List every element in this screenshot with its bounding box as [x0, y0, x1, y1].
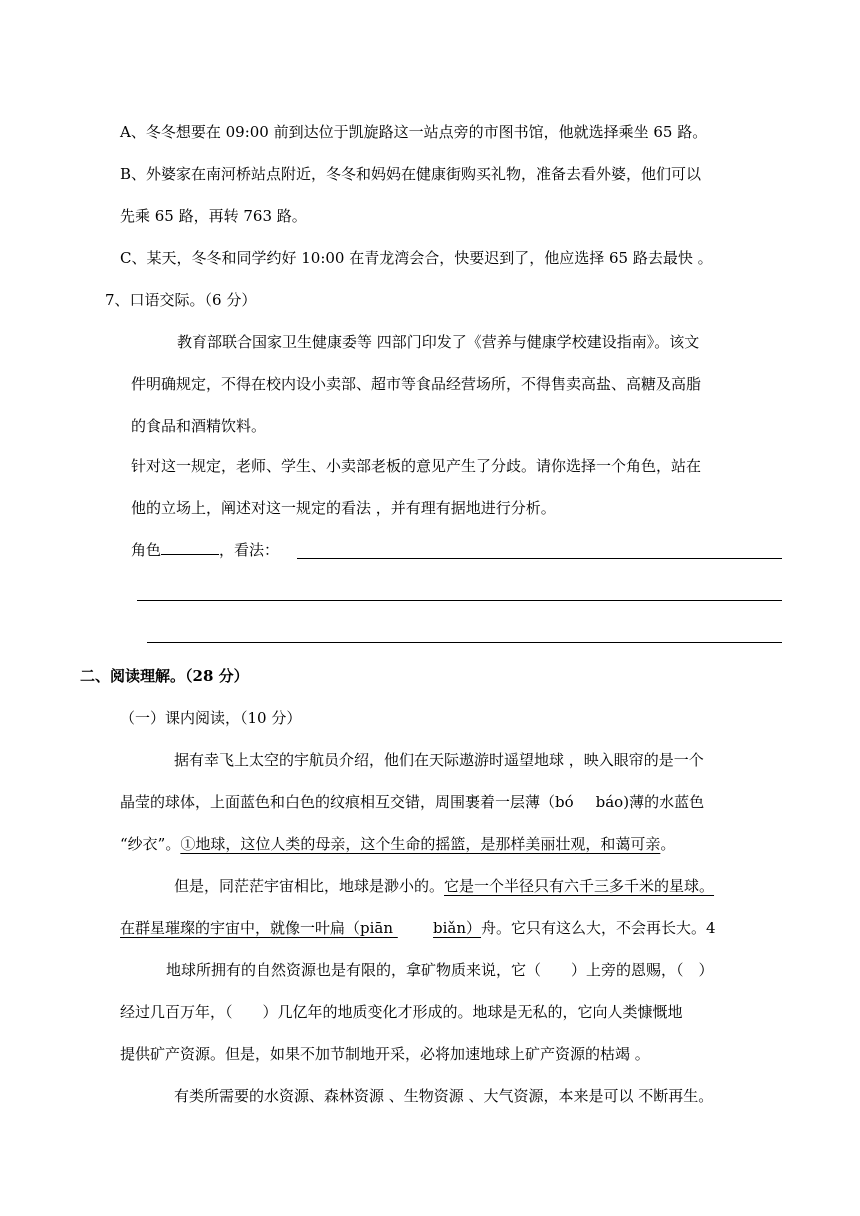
passage-line-4 — [174, 876, 714, 896]
q7-paragraph-line1: 教育部联合国家卫生健康委等 四部门印发了《营养与健康学校建设指南》。该文 — [177, 333, 700, 351]
q7-paragraph-line3: 的食品和酒精饮料。 — [131, 417, 267, 435]
passage-line-9: 有类所需要的水资源、森林资源 、生物资源 、大气资源，本来是可以 不断再生。 — [174, 1087, 714, 1105]
passage-line-6: 地球所拥有的自然资源也是有限的，拿矿物质来说，它（ ）上旁的恩赐，（ ） — [166, 961, 714, 979]
role-blank[interactable] — [161, 554, 219, 555]
q7-paragraph-line2: 件明确规定，不得在校内设小卖部、超市等食品经营场所，不得售卖高盐、高糖及高脂 — [131, 375, 702, 393]
underlined-sentence-2a: 它是一个半径只有六千三多千米的星球。 — [444, 877, 715, 895]
passage-line-7: 经过几百万年，（ ）几亿年的地质变化才形成的。地球是无私的，它向人类慷慨地 — [120, 1003, 683, 1021]
passage-line-3 — [120, 834, 675, 854]
passage-line-8: 提供矿产资源。但是，如果不加节制地开采，必将加速地球上矿产资源的枯竭 。 — [120, 1045, 650, 1063]
section-2-title: 二、阅读理解。（28 分） — [80, 667, 249, 685]
answer-line-3[interactable] — [147, 642, 782, 643]
q7-paragraph-line5: 他的立场上，阐述对这一规定的看法 ，并有理有据地进行分析。 — [131, 499, 556, 517]
passage-line-3-part3: 。 — [660, 835, 676, 853]
q6-option-a: A、冬冬想要在 09:00 前到达位于凯旋路这一站点旁的市图书馆，他就选择乘坐 65 路。 — [120, 123, 708, 141]
underlined-sentence-1: ①地球，这位人类的母亲，这个生命的摇篮，是那样美丽壮观，和蔼可亲 — [180, 835, 661, 853]
passage-line-1: 据有幸飞上太空的宇航员介绍，他们在天际遨游时遥望地球 ，映入眼帘的是一个 — [174, 751, 704, 769]
q7-paragraph-line4: 针对这一规定，老师、学生、小卖部老板的意见产生了分歧。请你选择一个角色，站在 — [131, 457, 702, 475]
underlined-sentence-2b: 在群星璀璨的宇宙中，就像一叶扁（piān — [120, 919, 394, 937]
answer-line-2[interactable] — [137, 600, 782, 601]
passage-line-4-part1: 但是，同茫茫宇宙相比，地球是渺小的。 — [174, 877, 445, 895]
q6-option-c: C、某天，冬冬和同学约好 10:00 在青龙湾会合，快要迟到了，他应选择 65 路去最快 。 — [120, 249, 713, 267]
q7-title: 7、口语交际。（6 分） — [105, 291, 257, 309]
passage-line-5 — [120, 918, 716, 938]
passage-line-2-part2: báo)薄的水蓝色 — [595, 793, 705, 811]
passage-line-5-part3: 舟。它只有这么大，不会再长大。4 — [481, 919, 716, 937]
view-label: ，看法： — [219, 541, 280, 559]
passage-line-2 — [120, 792, 704, 812]
passage-line-2-part1: 晶莹的球体，上面蓝色和白色的纹痕相互交错，周围裹着一层薄（bó — [120, 793, 574, 811]
underlined-sentence-2c: biǎn） — [433, 919, 482, 937]
q6-option-b-line2: 先乘 65 路，再转 763 路。 — [120, 207, 307, 225]
role-label: 角色 — [131, 541, 162, 559]
section-2-subsection-1: （一）课内阅读，（10 分） — [120, 709, 302, 727]
q6-option-b-line1: B、外婆家在南河桥站点附近，冬冬和妈妈在健康街购买礼物，准备去看外婆，他们可以 — [120, 165, 702, 183]
answer-line-1[interactable] — [297, 558, 782, 559]
passage-line-3-part1: “纱衣”。 — [120, 835, 181, 853]
q7-answer-row — [131, 540, 279, 560]
